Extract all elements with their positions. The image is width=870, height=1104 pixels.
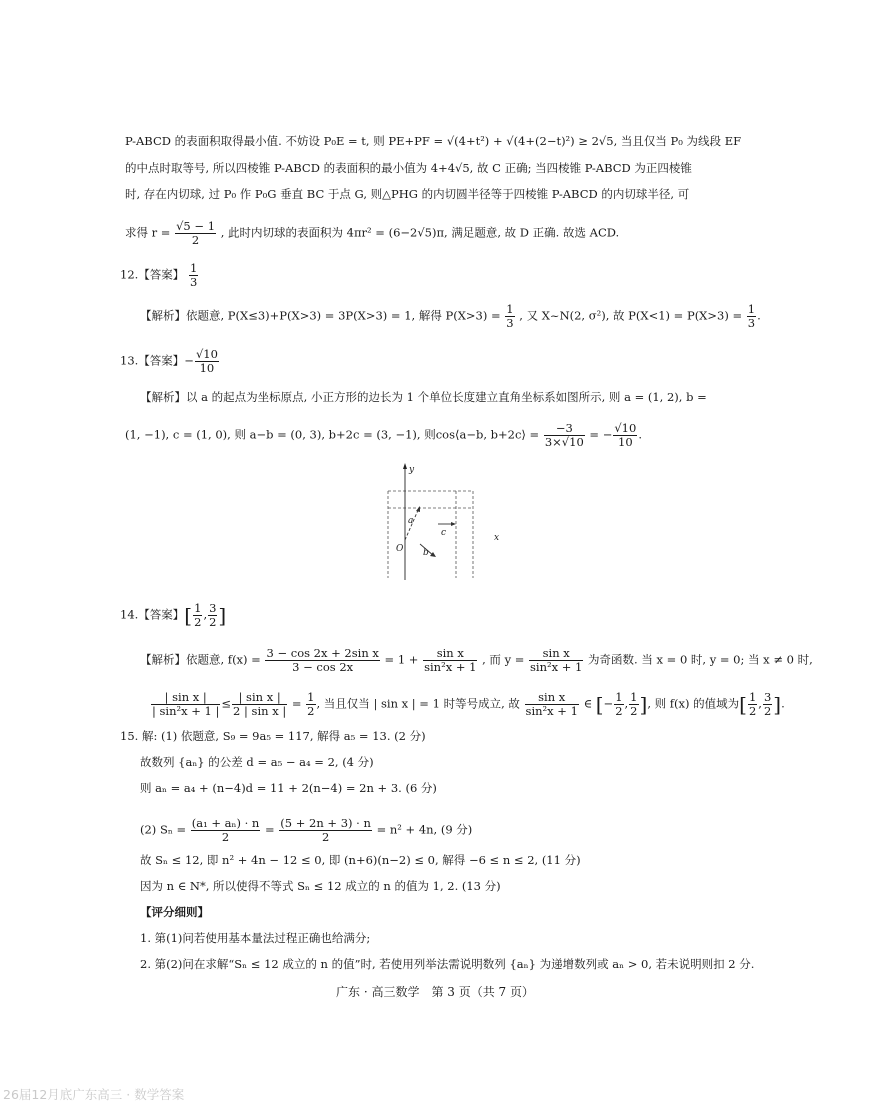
q14-explanation-line-1: 【解析】依题意, f(x) = $\frac{\text{3 − cos 2x + 2sin x}}{3 - \cos 2x}$ = 1 + $\frac{\text{sin x}}{\text{sin²x + 1}}$ , 而 y = $\frac{\text{sin x}}{\text{sin²x + 1}}$ 为奇函数. 当 x = 0 时, y = 0; 当 x ≠ 0 时,: [140, 646, 813, 674]
r-fraction: $\frac{√5 - 1}{2}$: [176, 219, 216, 247]
page-footer: 广东 · 高三数学 第 3 页（共 7 页）: [336, 985, 534, 999]
q13-answer: 13.【答案】− $\frac{√10}{10}$: [120, 347, 218, 375]
q15-line-6: 因为 n ∈ N*, 所以使得不等式 Sₙ ≤ 12 成立的 n 的值为 1, 2. (13 分): [140, 879, 501, 893]
q11-line-4: 求得 r = $\frac{√5 - 1}{2}$ , 此时内切球的表面积为 4πr² = (6−2√5)π, 满足题意, 故 D 正确. 故选 ACD.: [125, 219, 620, 247]
watermark: 26届12月底广东高三 · 数学答案: [3, 1087, 185, 1102]
q14-answer: 14.【答案】[ $\frac{1}{2}$ , $\frac{3}{2}$ ]: [120, 601, 227, 629]
fig-y-label: y: [409, 465, 415, 475]
q13-explanation-line-2: (1, −1), c = (1, 0), 则 a−b = (0, 3), b+2c = (3, −1), 则cos⟨a−b, b+2c⟩ = $\frac{-3}{3\times√10}$ = − $\frac{√10}{10}$ .: [125, 421, 642, 449]
q15-line-3: 则 aₙ = a₄ + (n−4)d = 11 + 2(n−4) = 2n + 3. (6 分): [140, 781, 437, 795]
q13-answer-fraction: $\frac{√10}{10}$: [195, 347, 218, 375]
q13-explanation-line-1: 【解析】以 a 的起点为坐标原点, 小正方形的边长为 1 个单位长度建立直角坐标系如图所示, 则 a = (1, 2), b =: [140, 390, 707, 404]
rubric-item-2: 2. 第(2)问在求解“Sₙ ≤ 12 成立的 n 的值”时, 若使用列举法需说明数列 {aₙ} 为递增数列或 aₙ > 0, 若未说明则扣 2 分.: [140, 957, 755, 971]
fig-x-label: x: [494, 533, 500, 543]
q15-line-1: 15. 解: (1) 依题意, S₉ = 9a₅ = 117, 解得 a₅ = 13. (2 分): [120, 729, 426, 743]
fig-c-label: c: [441, 528, 447, 538]
fig-origin-label: O: [396, 544, 404, 554]
q15-line-4: (2) Sₙ = $\frac{\text{(a₁ + aₙ) · n}}{2}$ = $\frac{(5 + 2n + 3) \cdot n}{2}$ = n² + 4n, (9 分): [140, 816, 473, 844]
vector-coordinate-figure: [380, 460, 510, 585]
q12-answer: 12.【答案】 $\frac{1}{3}$: [120, 261, 198, 289]
fig-b-label: b: [423, 548, 429, 558]
rubric-item-1: 1. 第(1)问若使用基本量法过程正确也给满分;: [140, 931, 371, 945]
rubric-title: 【评分细则】: [140, 905, 209, 919]
fig-a-label: a: [408, 516, 414, 526]
q11-line-3: 时, 存在内切球, 过 P₀ 作 P₀G 垂直 BC 于点 G, 则△PHG 的内切圆半径等于四棱锥 P-ABCD 的内切球半径, 可: [125, 187, 690, 201]
q15-line-2: 故数列 {aₙ} 的公差 d = a₅ − a₄ = 2, (4 分): [140, 755, 374, 769]
q11-line-2: 的中点时取等号, 所以四棱锥 P-ABCD 的表面积的最小值为 4+4√5, 故 C 正确; 当四棱锥 P-ABCD 为正四棱锥: [125, 161, 692, 175]
q12-explanation: 【解析】依题意, P(X≤3)+P(X>3) = 3P(X>3) = 1, 解得 P(X>3) = $\frac{1}{3}$ , 又 X~N(2, σ²), 故 P(X<1) = P(X>3) = $\frac{1}{3}$ .: [140, 302, 761, 330]
q11-line-1: P-ABCD 的表面积取得最小值. 不妨设 P₀E = t, 则 PE+PF = √(4+t²) + √(4+(2−t)²) ≥ 2√5, 当且仅当 P₀ 为线段 EF: [125, 134, 742, 148]
q15-line-5: 故 Sₙ ≤ 12, 即 n² + 4n − 12 ≤ 0, 即 (n+6)(n−2) ≤ 0, 解得 −6 ≤ n ≤ 2, (11 分): [140, 853, 581, 867]
q12-answer-fraction: $\frac{1}{3}$: [189, 261, 198, 289]
q14-explanation-line-2: $\frac{\text{| sin x |}}{\text{| sin²x + 1 |}}$ ≤ $\frac{\text{| sin x |}}{\text{2 | sin x |}}$ = $\frac{1}{2}$ , 当且仅当 | sin x | = 1 时等号成立, 故 $\frac{\text{sin x}}{\text{sin²x + 1}}$ ∈ [− $\frac{1}{2}$ , $\frac{1}{2}$ ], 则 f(x) 的值域为[ $\frac{1}{2}$ , $\frac{3}{2}$ ].: [152, 690, 785, 718]
